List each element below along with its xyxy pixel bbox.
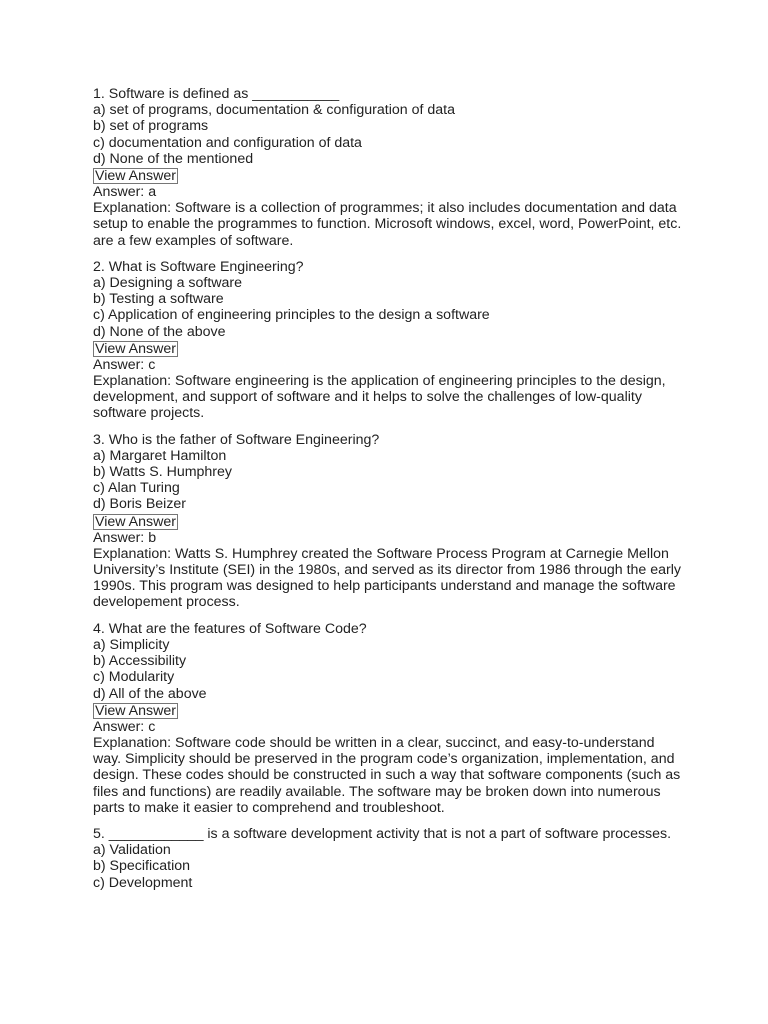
view-answer-button[interactable]: View Answer [95,168,176,185]
option-a: a) Validation [93,842,171,859]
option-c: c) Application of engineering principles to the design a software [93,307,490,324]
view-answer-button[interactable]: View Answer [95,340,176,357]
view-answer-button[interactable]: View Answer [95,513,176,530]
option-b: b) set of programs [93,118,209,135]
option-b: b) Watts S. Humphrey [93,464,233,481]
option-d: d) Boris Beizer [93,496,187,513]
question-block-4 [93,621,683,816]
explanation-text: Explanation: Software is a collection of programmes; it also includes documentation and data setup to enable the programmes to function. Microsoft windows, excel, word, PowerPoint, etc. are a few examples of software. [93,200,682,249]
question-text: 5. ____________ is a software development activity that is not a part of software processes. [93,825,672,842]
option-d: d) None of the above [93,323,226,340]
option-b: b) Accessibility [93,653,187,670]
option-c: c) Development [93,874,193,891]
explanation-text: Explanation: Software engineering is the application of engineering principles to the design, development, and support of software and it helps to solve the challenges of low-quality software projects. [93,373,666,422]
question-text: 3. Who is the father of Software Engineering? [93,431,380,448]
question-block-2 [93,259,683,422]
option-a: a) set of programs, documentation & configuration of data [93,102,455,119]
option-b: b) Testing a software [93,291,224,308]
question-block-1 [93,86,683,249]
question-text: 1. Software is defined as ___________ [93,86,340,102]
answer-text: Answer: c [93,718,156,735]
answer-text: Answer: b [93,529,157,546]
option-a: a) Margaret Hamilton [93,447,227,464]
option-a: a) Simplicity [93,636,170,653]
option-d: d) None of the mentioned [93,150,254,167]
view-answer-button[interactable]: View Answer [95,702,176,719]
option-c: c) Modularity [93,669,175,686]
option-c: c) documentation and configuration of data [93,134,362,151]
question-text: 2. What is Software Engineering? [93,258,304,275]
explanation-text: Explanation: Software code should be written in a clear, succinct, and easy-to-understand way. Simplicity should be preserved in the program code’s organization, implementation, and design. These codes should be constructed in such a way that software components (such as files and functions) are readily available. The software may be broken down into numerous parts to make it easier to comprehend and troubleshoot. [93,734,681,816]
question-text: 4. What are the features of Software Code? [93,620,367,637]
question-block-5 [93,826,683,891]
answer-text: Answer: c [93,356,156,373]
explanation-text: Explanation: Watts S. Humphrey created the Software Process Program at Carnegie Mellon University’s Institute (SEI) in the 1980s, and served as its director from 1986 through the early 1990s. This program was designed to help participants understand and manage the software developement process. [93,545,682,611]
question-block-3 [93,432,683,611]
mcq-document [93,86,683,901]
option-d: d) All of the above [93,685,207,702]
answer-text: Answer: a [93,184,157,201]
option-c: c) Alan Turing [93,480,180,497]
option-a: a) Designing a software [93,275,243,292]
option-b: b) Specification [93,858,190,875]
